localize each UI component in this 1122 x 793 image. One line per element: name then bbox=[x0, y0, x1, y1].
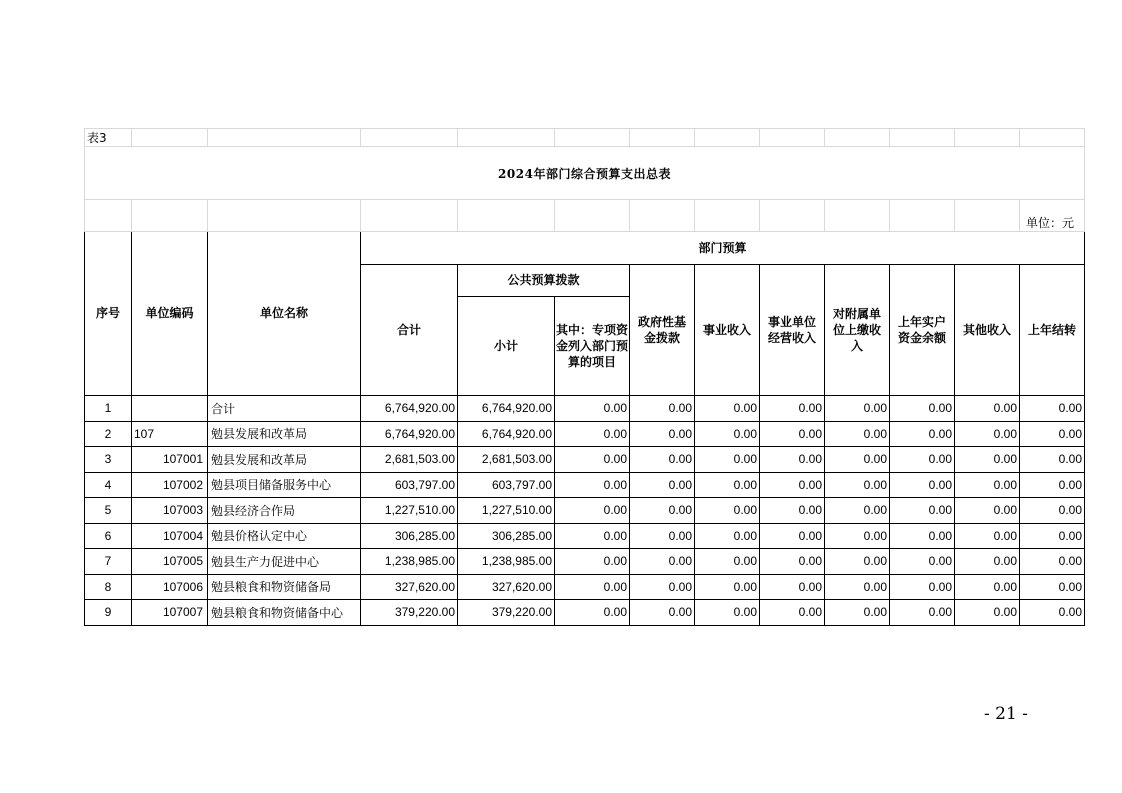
header-total: 合计 bbox=[361, 265, 458, 396]
header-unit-name: 单位名称 bbox=[208, 232, 361, 396]
row-value: 0.00 bbox=[825, 574, 890, 600]
row-seq: 4 bbox=[85, 472, 132, 498]
row-value: 0.00 bbox=[555, 498, 630, 524]
row-value: 603,797.00 bbox=[458, 472, 555, 498]
row-value: 0.00 bbox=[630, 498, 695, 524]
row-value: 0.00 bbox=[890, 421, 955, 447]
row-unit-name: 勉县项目储备服务中心 bbox=[208, 472, 361, 498]
row-value: 0.00 bbox=[955, 498, 1020, 524]
row-unit-code: 107006 bbox=[132, 574, 208, 600]
document-title: 2024年部门综合预算支出总表 bbox=[85, 147, 1085, 200]
row-value: 0.00 bbox=[760, 396, 825, 422]
row-unit-name: 合计 bbox=[208, 396, 361, 422]
unit-label: 单位：元 bbox=[1020, 200, 1085, 232]
row-value: 0.00 bbox=[555, 600, 630, 626]
row-value: 0.00 bbox=[890, 549, 955, 575]
row-value: 0.00 bbox=[555, 472, 630, 498]
row-value: 0.00 bbox=[825, 498, 890, 524]
budget-table-body bbox=[85, 396, 1085, 626]
row-unit-code: 107005 bbox=[132, 549, 208, 575]
row-value: 0.00 bbox=[890, 447, 955, 473]
row-value: 0.00 bbox=[955, 574, 1020, 600]
row-value: 0.00 bbox=[760, 549, 825, 575]
row-value: 0.00 bbox=[630, 523, 695, 549]
row-seq: 9 bbox=[85, 600, 132, 626]
row-seq: 1 bbox=[85, 396, 132, 422]
row-value: 0.00 bbox=[1020, 523, 1085, 549]
row-unit-code: 107003 bbox=[132, 498, 208, 524]
table-row bbox=[85, 574, 1085, 600]
budget-sheet bbox=[84, 128, 1085, 626]
row-unit-name: 勉县生产力促进中心 bbox=[208, 549, 361, 575]
row-value: 0.00 bbox=[630, 447, 695, 473]
row-value: 0.00 bbox=[955, 421, 1020, 447]
row-value: 0.00 bbox=[955, 600, 1020, 626]
row-value: 0.00 bbox=[695, 600, 760, 626]
row-seq: 5 bbox=[85, 498, 132, 524]
row-value: 0.00 bbox=[890, 498, 955, 524]
row-value: 0.00 bbox=[555, 447, 630, 473]
row-value: 0.00 bbox=[890, 396, 955, 422]
row-value: 327,620.00 bbox=[361, 574, 458, 600]
row-value: 0.00 bbox=[1020, 472, 1085, 498]
row-value: 0.00 bbox=[760, 574, 825, 600]
header-seq: 序号 bbox=[85, 232, 132, 396]
row-value: 0.00 bbox=[695, 472, 760, 498]
row-value: 1,227,510.00 bbox=[458, 498, 555, 524]
row-unit-name: 勉县经济合作局 bbox=[208, 498, 361, 524]
row-value: 0.00 bbox=[695, 523, 760, 549]
row-value: 0.00 bbox=[1020, 447, 1085, 473]
header-special-funds-text: 其中：专项资金列入部门预算的项目 bbox=[556, 323, 629, 369]
row-value: 0.00 bbox=[1020, 574, 1085, 600]
row-value: 0.00 bbox=[955, 523, 1020, 549]
page-number: - 21 - bbox=[984, 704, 1028, 724]
row-seq: 7 bbox=[85, 549, 132, 575]
row-unit-code: 107001 bbox=[132, 447, 208, 473]
row-value: 0.00 bbox=[555, 396, 630, 422]
table-row bbox=[85, 600, 1085, 626]
row-value: 6,764,920.00 bbox=[361, 421, 458, 447]
header-prev-balance bbox=[890, 265, 955, 396]
row-unit-name: 勉县粮食和物资储备局 bbox=[208, 574, 361, 600]
header-business-operating-text: 事业单位经营收入 bbox=[767, 315, 816, 345]
row-value: 6,764,920.00 bbox=[361, 396, 458, 422]
row-value: 0.00 bbox=[955, 396, 1020, 422]
row-value: 0.00 bbox=[555, 574, 630, 600]
row-value: 0.00 bbox=[890, 600, 955, 626]
row-value: 306,285.00 bbox=[458, 523, 555, 549]
row-value: 0.00 bbox=[555, 549, 630, 575]
row-value: 603,797.00 bbox=[361, 472, 458, 498]
row-value: 306,285.00 bbox=[361, 523, 458, 549]
header-dept-budget: 部门预算 bbox=[361, 232, 1085, 265]
row-unit-name: 勉县粮食和物资储备中心 bbox=[208, 600, 361, 626]
header-gov-fund bbox=[630, 265, 695, 396]
row-unit-code: 107007 bbox=[132, 600, 208, 626]
row-unit-code: 107004 bbox=[132, 523, 208, 549]
header-gov-fund-text: 政府性基金拨款 bbox=[637, 315, 686, 345]
row-value: 0.00 bbox=[890, 523, 955, 549]
row-value: 0.00 bbox=[1020, 396, 1085, 422]
row-value: 0.00 bbox=[630, 549, 695, 575]
row-unit-name: 勉县价格认定中心 bbox=[208, 523, 361, 549]
row-value: 0.00 bbox=[825, 549, 890, 575]
table-row bbox=[85, 447, 1085, 473]
row-unit-name: 勉县发展和改革局 bbox=[208, 447, 361, 473]
row-seq: 8 bbox=[85, 574, 132, 600]
table-row bbox=[85, 396, 1085, 422]
header-prev-carryover: 上年结转 bbox=[1020, 265, 1085, 396]
header-affiliated-remit bbox=[825, 265, 890, 396]
row-value: 0.00 bbox=[695, 549, 760, 575]
row-unit-code bbox=[132, 396, 208, 422]
row-value: 0.00 bbox=[955, 447, 1020, 473]
header-special-funds bbox=[555, 297, 630, 396]
header-unit-code: 单位编码 bbox=[132, 232, 208, 396]
row-unit-name: 勉县发展和改革局 bbox=[208, 421, 361, 447]
row-value: 379,220.00 bbox=[361, 600, 458, 626]
row-value: 0.00 bbox=[890, 472, 955, 498]
row-value: 0.00 bbox=[695, 396, 760, 422]
row-value: 0.00 bbox=[695, 498, 760, 524]
budget-table bbox=[85, 232, 1085, 396]
row-value: 6,764,920.00 bbox=[458, 396, 555, 422]
row-value: 0.00 bbox=[825, 421, 890, 447]
row-value: 0.00 bbox=[760, 472, 825, 498]
row-value: 1,238,985.00 bbox=[361, 549, 458, 575]
row-value: 0.00 bbox=[760, 600, 825, 626]
row-unit-code: 107 bbox=[132, 421, 208, 447]
table-row bbox=[85, 421, 1085, 447]
table-row bbox=[85, 472, 1085, 498]
row-seq: 6 bbox=[85, 523, 132, 549]
header-affiliated-remit-text: 对附属单位上缴收入 bbox=[832, 307, 881, 353]
row-value: 1,238,985.00 bbox=[458, 549, 555, 575]
row-value: 0.00 bbox=[825, 472, 890, 498]
row-value: 379,220.00 bbox=[458, 600, 555, 626]
row-seq: 2 bbox=[85, 421, 132, 447]
row-value: 0.00 bbox=[825, 600, 890, 626]
row-value: 0.00 bbox=[630, 574, 695, 600]
row-unit-code: 107002 bbox=[132, 472, 208, 498]
row-value: 2,681,503.00 bbox=[361, 447, 458, 473]
row-value: 0.00 bbox=[630, 600, 695, 626]
row-value: 0.00 bbox=[630, 396, 695, 422]
table-row bbox=[85, 498, 1085, 524]
row-value: 0.00 bbox=[630, 421, 695, 447]
row-value: 0.00 bbox=[555, 523, 630, 549]
row-value: 0.00 bbox=[695, 574, 760, 600]
row-value: 0.00 bbox=[825, 447, 890, 473]
row-value: 0.00 bbox=[695, 421, 760, 447]
table-label: 表3 bbox=[85, 129, 132, 147]
row-value: 1,227,510.00 bbox=[361, 498, 458, 524]
row-seq: 3 bbox=[85, 447, 132, 473]
header-other-income: 其他收入 bbox=[955, 265, 1020, 396]
row-value: 0.00 bbox=[890, 574, 955, 600]
row-value: 0.00 bbox=[955, 472, 1020, 498]
row-value: 0.00 bbox=[760, 523, 825, 549]
row-value: 0.00 bbox=[955, 549, 1020, 575]
header-business-income: 事业收入 bbox=[695, 265, 760, 396]
row-value: 0.00 bbox=[825, 523, 890, 549]
header-business-operating bbox=[760, 265, 825, 396]
row-value: 6,764,920.00 bbox=[458, 421, 555, 447]
header-prev-balance-text: 上年实户资金余额 bbox=[897, 315, 946, 345]
header-public-budget: 公共预算拨款 bbox=[458, 265, 630, 297]
row-value: 0.00 bbox=[695, 447, 760, 473]
header-subtotal: 小计 bbox=[458, 297, 555, 396]
table-row bbox=[85, 549, 1085, 575]
row-value: 0.00 bbox=[1020, 421, 1085, 447]
table-row bbox=[85, 523, 1085, 549]
row-value: 0.00 bbox=[1020, 498, 1085, 524]
row-value: 0.00 bbox=[825, 396, 890, 422]
row-value: 0.00 bbox=[760, 498, 825, 524]
row-value: 0.00 bbox=[1020, 549, 1085, 575]
row-value: 327,620.00 bbox=[458, 574, 555, 600]
row-value: 0.00 bbox=[760, 447, 825, 473]
row-value: 0.00 bbox=[630, 472, 695, 498]
row-value: 0.00 bbox=[1020, 600, 1085, 626]
row-value: 2,681,503.00 bbox=[458, 447, 555, 473]
row-value: 0.00 bbox=[555, 421, 630, 447]
row-value: 0.00 bbox=[760, 421, 825, 447]
